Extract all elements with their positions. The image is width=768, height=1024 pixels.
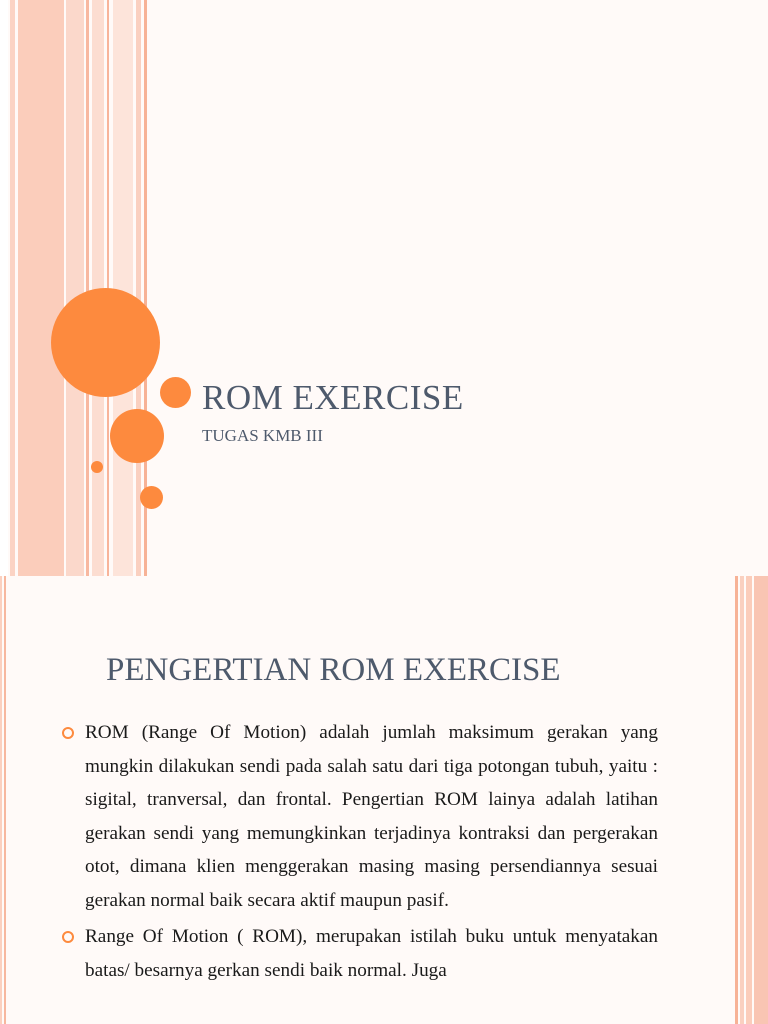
bullet-list: [62, 716, 658, 990]
decorative-stripe: [66, 0, 84, 576]
decorative-circle-large: [51, 288, 160, 397]
bullet-text: Range Of Motion ( ROM), merupakan istilah buku untuk menyatakan batas/ besarnya gerkan sendi baik normal. Juga: [85, 926, 658, 981]
decorative-circle-small: [140, 486, 163, 509]
bullet-text: ROM (Range Of Motion) adalah jumlah maksimum gerakan yang mungkin dilakukan sendi pada salah satu dari tiga potongan tubuh, yaitu : sigital, tranversal, dan frontal. Pengertian ROM lainya adalah latihan gerakan sendi yang memungkinkan terjadinya kontraksi dan pergerakan otot, dimana klien menggerakan masing masing persendiannya sesuai gerakan normal baik secara aktif maupun pasif.: [85, 722, 658, 911]
decorative-circle-tiny: [91, 461, 103, 473]
decorative-stripe: [0, 0, 8, 576]
decorative-circle-medium: [110, 409, 164, 463]
content-slide: [0, 576, 768, 1024]
list-item: [62, 716, 658, 917]
decorative-stripe: [136, 0, 141, 576]
decorative-stripe: [18, 0, 64, 576]
decorative-stripe: [740, 576, 744, 1024]
decorative-stripe: [113, 0, 133, 576]
decorative-stripe: [86, 0, 89, 576]
decorative-stripe: [754, 576, 768, 1024]
decorative-circle-small: [160, 377, 191, 408]
decorative-stripe: [0, 576, 2, 1024]
bullet-icon: [62, 931, 74, 943]
slide-title: PENGERTIAN ROM EXERCISE: [106, 652, 561, 688]
list-item: [62, 920, 658, 987]
slide-subtitle: TUGAS KMB III: [202, 426, 323, 445]
decorative-stripe: [746, 576, 752, 1024]
decorative-stripe: [735, 576, 738, 1024]
decorative-stripe: [4, 576, 6, 1024]
decorative-stripe: [10, 0, 15, 576]
bullet-icon: [62, 727, 74, 739]
slide-title: ROM EXERCISE: [202, 378, 464, 417]
